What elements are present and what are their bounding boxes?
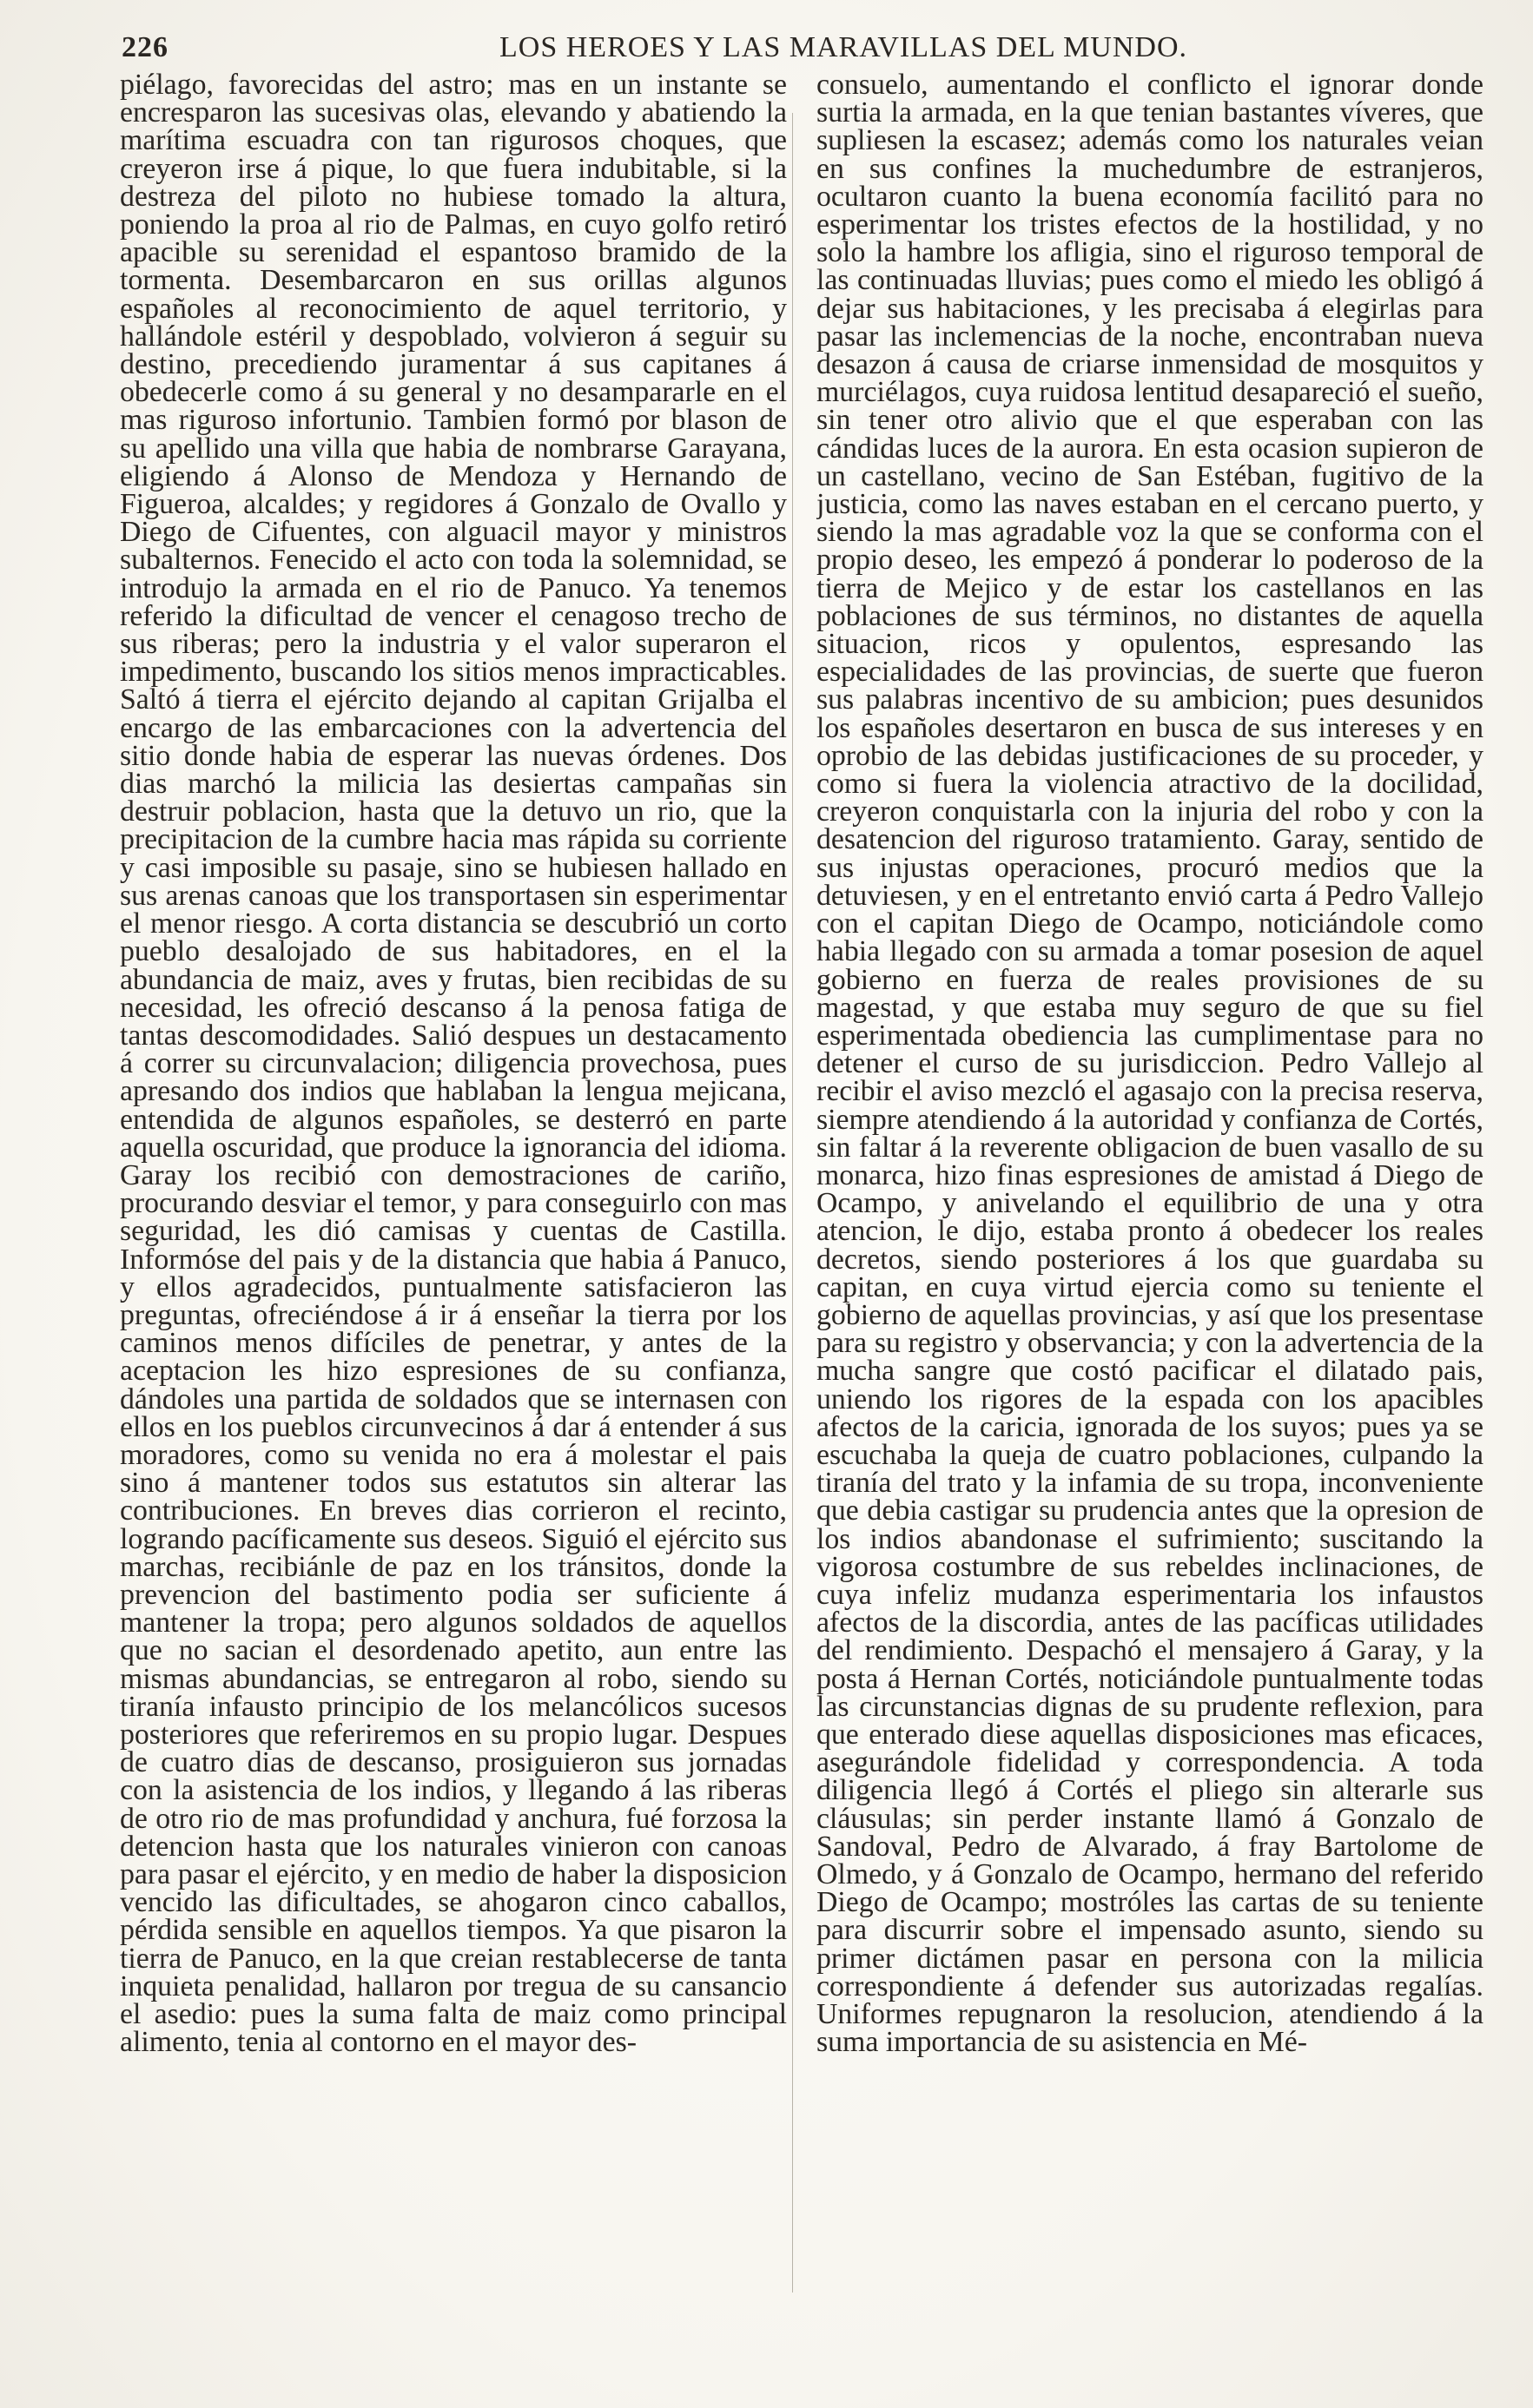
page-header	[122, 26, 1459, 78]
text-column-right	[816, 71, 1483, 2303]
paragraph: piélago, favorecidas del astro; mas en un instante se encresparon las sucesivas olas, elevando y abatiendo la marítima escuadra con tan rigurosos choques, que creyeron irse á pique, lo que fuera indubitable, si la destreza del piloto no hubiese tomado la altura, poniendo la proa al rio de Palmas, en cuyo golfo retiró apacible su serenidad el espantoso bramido de la tormenta. Desembarcaron en sus orillas algunos españoles al reconocimiento de aquel territorio, y hallándole estéril y despoblado, volvieron á seguir su destino, precediendo juramentar á sus capitanes á obedecerle como á su general y no desampararle en el mas riguroso infortunio. Tambien formó por blason de su apellido una villa que habia de nombrarse Garayana, eligiendo á Alonso de Mendoza y Hernando de Figueroa, alcaldes; y regidores á Gonzalo de Ovallo y Diego de Cifuentes, con alguacil mayor y ministros subalternos. Fenecido el acto con toda la solemnidad, se introdujo la armada en el rio de Panuco. Ya tenemos referido la dificultad de vencer el cenagoso trecho de sus riberas; pero la industria y el valor superaron el impedimento, buscando los sitios menos impracticables. Saltó á tierra el ejército dejando al capitan Grijalba el encargo de las embarcaciones con la advertencia del sitio donde habia de esperar las nuevas órdenes. Dos dias marchó la milicia las desiertas campañas sin destruir poblacion, hasta que la detuvo un rio, que la precipitacion de la cumbre hacia mas rápida su corriente y casi imposible su pasaje, sino se hubiesen hallado en sus arenas canoas que los transportasen sin esperimentar el menor riesgo. A corta distancia se descubrió un corto pueblo desalojado de sus habitadores, en el la abundancia de maiz, aves y frutas, bien recibidas de su necesidad, les ofreció descanso á la penosa fatiga de tantas descomodidades. Salió despues un destacamento á correr su circunvalacion; diligencia provechosa, pues apresando dos indios que hablaban la lengua mejicana, entendida de algunos españoles, se desterró en parte aquella oscuridad, que produce la ignorancia del idioma. Garay los recibió con demostraciones de cariño, procurando desviar el temor, y para conseguirlo con mas seguridad, les dió camisas y cuentas de Castilla. Informóse del pais y de la distancia que habia á Panuco, y ellos agradecidos, puntualmente satisfacieron las preguntas, ofreciéndose á ir á enseñar la tierra por los caminos menos difíciles de penetrar, y antes de la aceptacion les hizo espresiones de su confianza, dándoles una partida de soldados que se internasen con ellos en los pueblos circunvecinos á dar á entender á sus moradores, como su venida no era á molestar el pais sino á mantener todos sus estatutos sin alterar las contribuciones. En breves dias corrieron el recinto, logrando pacíficamente sus deseos. Siguió el ejército sus marchas, recibiánle de paz en los tránsitos, donde la prevencion del bastimento podia ser suficiente á mantener la tropa; pero algunos soldados de aquellos que no sacian el desordenado apetito, aun entre las mismas abundancias, se entregaron al robo, siendo su tiranía infausto principio de los melancólicos sucesos posteriores que referiremos en su propio lugar. Despues de cuatro dias de descanso, prosiguieron sus jornadas con la asistencia de los indios, y llegando á las riberas de otro rio de mas profundidad y anchura, fué forzosa la detencion hasta que los naturales vinieron con canoas para pasar el ejército, y en medio de haber la disposicion vencido las dificultades, se ahogaron cinco caballos, pérdida sensible en aquellos tiempos. Ya que pisaron la tierra de Panuco, en la que creian restablecerse de tanta inquieta penalidad, hallaron por tregua de su cansancio el asedio: pues la suma falta de maiz como principal alimento, tenia al contorno en el mayor des-	[120, 71, 787, 2059]
running-title: LOS HEROES Y LAS MARAVILLAS DEL MUNDO.	[499, 31, 1188, 63]
page-number: 226	[122, 31, 168, 63]
paragraph: consuelo, aumentando el conflicto el ignorar donde surtia la armada, en la que tenian bastantes víveres, que supliesen la escasez; además como los naturales veian en sus confines la muchedumbre de estranjeros, ocultaron cuanto la buena economía facilitó para no esperimentar los tristes efectos de la hostilidad, y no solo la hambre los afligia, sino el riguroso temporal de las continuadas lluvias; pues como el miedo les obligó á dejar sus habitaciones, y les precisaba á elegirlas para pasar las inclemencias de la noche, encontraban nueva desazon á causa de criarse inmensidad de mosquitos y murciélagos, cuya ruidosa lentitud desapareció el sueño, sin tener otro alivio que el que esperaban con las cándidas luces de la aurora. En esta ocasion supieron de un castellano, vecino de San Estéban, fugitivo de la justicia, como las naves estaban en el cercano puerto, y siendo la mas agradable voz la que se conforma con el propio deseo, les empezó á ponderar lo poderoso de la tierra de Mejico y de estar los castellanos en las poblaciones de sus términos, no distantes de aquella situacion, ricos y opulentos, espresando las especialidades de las provincias, de suerte que fueron sus palabras incentivo de su ambicion; pues desunidos los españoles desertaron en busca de sus intereses y en oprobio de las debidas justificaciones de su proceder, y como si fuera la violencia atractivo de la docilidad, creyeron conquistarla con la injuria del robo y con la desatencion del riguroso tratamiento. Garay, sentido de sus injustas operaciones, procuró medios que la detuviesen, y en el entretanto envió carta á Pedro Vallejo con el capitan Diego de Ocampo, noticiándole como habia llegado con su armada a tomar posesion de aquel gobierno en fuerza de reales provisiones de su magestad, y que estaba muy seguro de que su fiel esperimentada obediencia las cumplimentase para no detener el curso de su jurisdiccion. Pedro Vallejo al recibir el aviso mezcló el agasajo con la precisa reserva, siempre atendiendo á la autoridad y confianza de Cortés, sin faltar á la reverente obligacion de buen vasallo de su monarca, hizo finas espresiones de amistad á Diego de Ocampo, y anivelando el equilibrio de una y otra atencion, le dijo, estaba pronto á obedecer los reales decretos, siendo posteriores á los que guardaba su capitan, en cuya virtud ejercia como su teniente el gobierno de aquellas provincias, y así que los presentase para su registro y observancia; y con la advertencia de la mucha sangre que costó pacificar el dilatado pais, uniendo los rigores de la espada con los apacibles afectos de la caricia, ignorada de los suyos; pues ya se escuchaba la queja de cuatro poblaciones, culpando la tiranía del trato y la infamia de su tropa, inconveniente que debia castigar su prudencia antes que la opresion de los indios abandonase el sufrimiento; suscitando la vigorosa costumbre de sus rebeldes inclinaciones, de cuya infeliz mudanza esperimentaria los infaustos afectos de la discordia, antes de las pacíficas utilidades del rendimiento. Despachó el mensajero á Garay, y la posta á Hernan Cortés, noticiándole puntualmente todas las circunstancias dignas de su prudente reflexion, para que enterado diese aquellas disposiciones mas eficaces, asegurándole fidelidad y correspondencia. A toda diligencia llegó á Cortés el pliego sin alterarle sus cláusulas; sin perder instante llamó á Gonzalo de Sandoval, Pedro de Alvarado, á fray Bartolome de Olmedo, y á Gonzalo de Ocampo, hermano del referido Diego de Ocampo; mostróles las cartas de su teniente para discurrir sobre el impensado asunto, siendo su primer dictámen pasar en persona con la milicia correspondiente á defender sus autorizadas regalías. Uniformes repugnaron la resolucion, atendiendo á la suma importancia de su asistencia en Mé-	[816, 71, 1483, 2059]
text-column-left	[120, 71, 787, 2303]
column-divider	[792, 113, 793, 2293]
